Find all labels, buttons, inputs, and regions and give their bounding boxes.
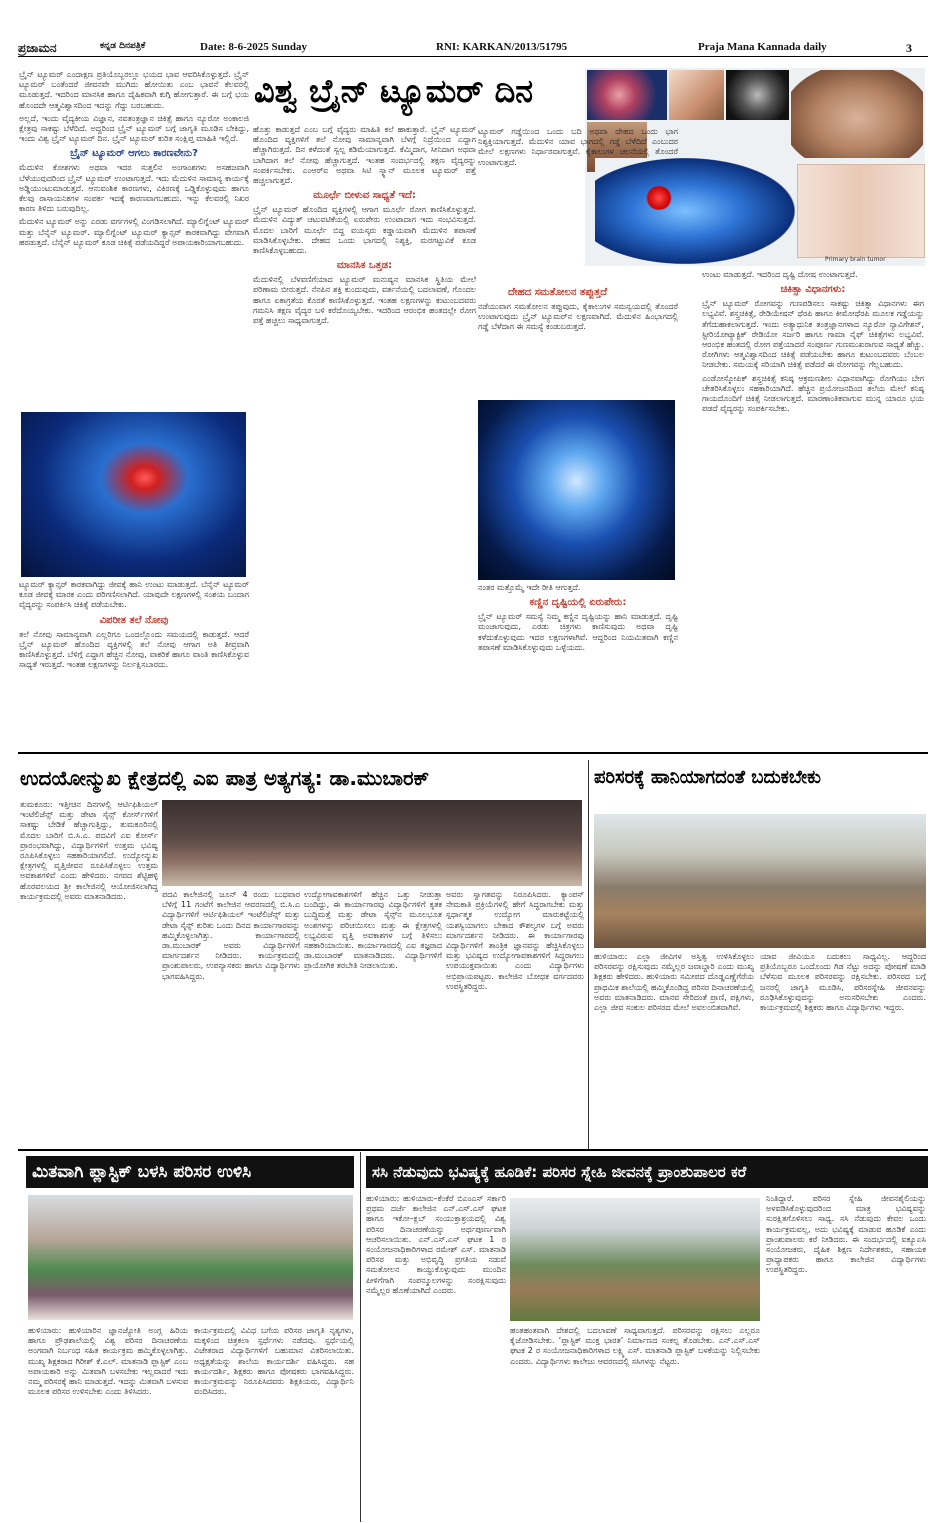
paragraph: ಮೆದುಳಿನ ಕೋಶಗಳು ಅಥವಾ ಇದರ ಸುತ್ತಲಿನ ಅಂಗಾಂಶಗಳು ಅಸಹಜವಾಗಿ ಬೆಳೆಯುವುದರಿಂದ ಬ್ರೈನ್ ಟ್ಯೂಮರ್ ಉಂಟಾಗುತ್ತದೆ. ಇದು ಮೆದುಳಿನ ಸಾಮಾನ್ಯ ಕಾರ್ಯಕ್ಕೆ ಅಡ್ಡಿಯುಂಟುಮಾಡುತ್ತದೆ. ಆನುವಂಶಿಕ ಕಾರಣಗಳು, ವಿಕಿರಣಕ್ಕೆ ಒಡ್ಡಿಕೊಳ್ಳುವುದು ಹಾಗೂ ಕೆಲವು ರಾಸಾಯನಿಕಗಳ ಸಂಪರ್ಕ ಇದಕ್ಕೆ ಕಾರಣವಾಗಬಹುದು. ಇನ್ನು ಕೆಲವರಲ್ಲಿ ನಿಖರ ಕಾರಣ ತಿಳಿದು ಬರುವುದಿಲ್ಲ.	[19, 163, 249, 214]
paragraph: ಹೊತ್ತು ಕಾಡುತ್ತದೆ ಎಂಬ ಬಗ್ಗೆ ವೈದ್ಯರು ಮಾಹಿತಿ ಕಲೆ ಹಾಕುತ್ತಾರೆ. ಬ್ರೈನ್ ಟ್ಯೂಮರ್ ಹೊಂದಿದ ವ್ಯಕ್ತಿಗಳಿಗೆ ತಲೆ ನೋವು ಸಾಮಾನ್ಯವಾಗಿ ಬೆಳಗ್ಗೆ ನಿದ್ರೆಯಿಂದ ಎದ್ದಾಗ ಹೆಚ್ಚಾಗಿರುತ್ತದೆ. ದಿನ ಕಳೆದಂತೆ ಸ್ವಲ್ಪ ಕಡಿಮೆಯಾಗುತ್ತದೆ. ಕೆಮ್ಮಿದಾಗ, ಸೀನಿದಾಗ ಅಥವಾ ಬಾಗಿದಾಗ ತಲೆ ನೋವು ಹೆಚ್ಚಾಗುತ್ತದೆ. ಇಂತಹ ಸಂದರ್ಭದಲ್ಲಿ ತಕ್ಷಣ ವೈದ್ಯರನ್ನು ಸಂಪರ್ಕಿಸಬೇಕು. ಎಂಆರ್‌ಐ ಅಥವಾ ಸಿಟಿ ಸ್ಕ್ಯಾನ್ ಮೂಲಕ ಟ್ಯೂಮರ್ ಪತ್ತೆ ಹಚ್ಚಲಾಗುತ್ತದೆ.	[253, 125, 476, 186]
subheading-balance: ದೇಹದ ಸಮತೋಲನ ತಪ್ಪುತ್ತದೆ	[508, 287, 608, 298]
subheading-seizure: ಮೂರ್ಛೆ ಬೀಳುವ ಸಾಧ್ಯತೆ ಇದೆ:	[313, 190, 416, 202]
masthead-tagline: ಕನ್ನಡ ದಿನಪತ್ರಿಕೆ	[100, 41, 146, 51]
sapling-article-column-1	[366, 1194, 506, 1516]
section-divider	[18, 1149, 928, 1151]
ai-article-column-2	[162, 890, 300, 1145]
environment-article-column-2	[760, 952, 926, 1145]
paragraph: ಪದವಿ ಕಾಲೇಜಿನಲ್ಲಿ ಜೂನ್ 4 ರಂದು ಬುಧವಾರ ಬೆಳಿಗ್ಗೆ 11 ಗಂಟೆಗೆ ಕಾಲೇಜಿನ ಆವರಣದಲ್ಲಿ ಬಿ.ಸಿ.ಎ ವಿದ್ಯಾರ್ಥಿಗಳಿಗೆ ಆರ್ಟಿಫಿಶಿಯಲ್ ಇಂಟೆಲಿಜೆನ್ಸ್ ಮತ್ತು ಡೇಟಾ ಸೈನ್ಸ್ ಕುರಿತು ಒಂದು ದಿನದ ಕಾರ್ಯಾಗಾರವನ್ನು ಹಮ್ಮಿಕೊಳ್ಳಲಾಗಿತ್ತು. ಕಾರ್ಯಾಗಾರದಲ್ಲಿ ಡಾ.ಮುಬಾರಕ್ ಅವರು ವಿದ್ಯಾರ್ಥಿಗಳಿಗೆ ಮಾರ್ಗದರ್ಶನ ನೀಡಿದರು. ಕಾರ್ಯಕ್ರಮದಲ್ಲಿ ಪ್ರಾಂಶುಪಾಲರು, ಉಪನ್ಯಾಸಕರು ಹಾಗೂ ವಿದ್ಯಾರ್ಥಿಗಳು ಭಾಗವಹಿಸಿದ್ದರು.	[162, 890, 300, 981]
image-woman-headache-thumb	[669, 70, 724, 120]
subheading-cause: ಬ್ರೈನ್ ಟ್ಯೂಮರ್ ಆಗಲು ಕಾರಣವೇನು?	[70, 148, 198, 160]
column-divider	[360, 1152, 361, 1522]
masthead-rni: RNI: KARKAN/2013/51795	[436, 41, 568, 53]
paragraph: ಬ್ರೈನ್ ಟ್ಯೂಮರ್ ರೋಗವನ್ನು ಗುಣಪಡಿಸಲು ಸಾಕಷ್ಟು ಚಿಕಿತ್ಸಾ ವಿಧಾನಗಳು ಈಗ ಲಭ್ಯವಿವೆ. ಶಸ್ತ್ರಚಿಕಿತ್ಸೆ, ರೇಡಿಯೇಷನ್ ಥೆರಪಿ ಹಾಗೂ ಕೀಮೋಥೆರಪಿ ಮೂಲಕ ಗಡ್ಡೆಯನ್ನು ತೆಗೆದುಹಾಕಲಾಗುತ್ತದೆ. ಇಂದು ಅತ್ಯಾಧುನಿಕ ತಂತ್ರಜ್ಞಾನಗಳಾದ ನ್ಯೂರೋ ನ್ಯಾವಿಗೇಶನ್, ಸ್ಟೀರಿಯೋಟ್ಯಾಕ್ಟಿಕ್ ರೇಡಿಯೋ ಸರ್ಜರಿ ಹಾಗೂ ಗಾಮಾ ನೈಫ್ ಚಿಕಿತ್ಸೆಗಳು ಲಭ್ಯವಿವೆ. ಆರಂಭಿಕ ಹಂತದಲ್ಲಿ ರೋಗ ಪತ್ತೆಯಾದರೆ ಸಂಪೂರ್ಣ ಗುಣಮುಖರಾಗುವ ಸಾಧ್ಯತೆ ಹೆಚ್ಚು. ರೋಗಿಗಳು ಆತ್ಮವಿಶ್ವಾಸದಿಂದ ಚಿಕಿತ್ಸೆ ಪಡೆಯಬೇಕು ಹಾಗೂ ಕುಟುಂಬದವರು ಬೆಂಬಲ ನೀಡಬೇಕು. ಸಮಯಕ್ಕೆ ಸರಿಯಾಗಿ ಚಿಕಿತ್ಸೆ ಪಡೆದರೆ ಈ ರೋಗವನ್ನು ಗೆಲ್ಲಬಹುದು.	[702, 299, 924, 370]
paragraph: ಬ್ರೈನ್ ಟ್ಯೂಮರ್ ಸಮಸ್ಯೆ ನಿಮ್ಮ ಕಣ್ಣಿನ ದೃಷ್ಟಿಯನ್ನು ಹಾನಿ ಮಾಡುತ್ತದೆ. ದೃಷ್ಟಿ ಮಂಜಾಗುವುದು, ಎರಡು ಚಿತ್ರಗಳು ಕಾಣಿಸುವುದು ಅಥವಾ ದೃಷ್ಟಿ ಕಳೆದುಕೊಳ್ಳುವುದು ಇದರ ಲಕ್ಷಣಗಳಾಗಿವೆ. ಆದ್ದರಿಂದ ನಿಯಮಿತವಾಗಿ ಕಣ್ಣಿನ ತಪಾಸಣೆ ಮಾಡಿಸಿಕೊಳ್ಳುವುದು ಒಳ್ಳೆಯದು.	[478, 612, 678, 652]
paragraph: ಟ್ಯೂಮರ್ ಗಡ್ಡೆಯಿಂದ ಒಂದು ಬದಿ ಅಥವಾ ದೇಹದ ಒಂದು ಭಾಗ ನಿಶ್ಯಕ್ತಿಯಾಗುತ್ತದೆ. ಮೆದುಳಿನ ಯಾವ ಭಾಗದಲ್ಲಿ ಗಡ್ಡೆ ಬೆಳೆದಿದೆ ಎಂಬುದರ ಮೇಲೆ ಲಕ್ಷಣಗಳು ನಿರ್ಧಾರವಾಗುತ್ತವೆ. ಕೈಕಾಲುಗಳ ಚಲನೆಯಲ್ಲಿ ತೊಂದರೆ ಉಂಟಾಗುತ್ತದೆ.	[478, 127, 678, 167]
brain-article-column-2	[253, 125, 476, 748]
column-divider	[588, 760, 589, 1150]
paragraph: ಹುಳಿಯಾರು: ಹುಳಿಯಾರು–ಕೆಂಕೆರೆ ಬಿಎಂಎಸ್ ಸರ್ಕಾರಿ ಪ್ರಥಮ ದರ್ಜೆ ಕಾಲೇಜಿನ ಎನ್.ಎಸ್.ಎಸ್ ಘಟಕ ಹಾಗೂ ಇಕೋ–ಕ್ಲಬ್ ಸಂಯುಕ್ತಾಶ್ರಯದಲ್ಲಿ ವಿಶ್ವ ಪರಿಸರ ದಿನಾಚರಣೆಯನ್ನು ಅರ್ಥಪೂರ್ಣವಾಗಿ ಆಚರಿಸಲಾಯಿತು. ಎನ್.ಎಸ್.ಎಸ್ ಘಟಕ 1 ರ ಸಂಯೋಜನಾಧಿಕಾರಿಗಳಾದ ರಮೇಶ್ ಎಸ್. ಮಾತನಾಡಿ ಪರಿಸರ ಮತ್ತು ಅಭಿವೃದ್ಧಿ ಪ್ರಗತಿಯ ನಡುವೆ ಸಮತೋಲನ ಕಾಯ್ದುಕೊಳ್ಳುವುದು ಮುಂದಿನ ಪೀಳಿಗೆಗಾಗಿ ಸಂಪನ್ಮೂಲಗಳನ್ನು ಸಂರಕ್ಷಿಸುವುದು ನಮ್ಮೆಲ್ಲರ ಹೊಣೆಯಾಗಿದೆ ಎಂದರು.	[366, 1194, 506, 1295]
paragraph: ಟ್ಯೂಮರ್ ಕ್ಯಾನ್ಸರ್ ಕಾರಕವಾಗಿದ್ದು ಜೀವಕ್ಕೆ ಹಾನಿ ಉಂಟು ಮಾಡುತ್ತದೆ. ಬೆನೈನ್ ಟ್ಯೂಮರ್ ಕೂಡ ಜೀವಕ್ಕೆ ಮಾರಕ ಎಂದು ಪರಿಗಣಿಸಲಾಗಿದೆ. ಯಾವುದೇ ಲಕ್ಷಣಗಳಲ್ಲಿ ಸಂಶಯ ಬಂದಾಗ ವೈದ್ಯರನ್ನು ಸಂಪರ್ಕಿಸಿ ಚಿಕಿತ್ಸೆ ಪಡೆಯಬೇಕು.	[19, 580, 249, 610]
headline-limit-plastic: ಮಿತವಾಗಿ ಪ್ಲಾಸ್ಟಿಕ್ ಬಳಸಿ ಪರಿಸರ ಉಳಿಸಿ	[26, 1156, 354, 1188]
paragraph: ಯಾವ ಜೀವಿಯೂ ಬದುಕಲು ಸಾಧ್ಯವಿಲ್ಲ. ಆದ್ದರಿಂದ ಪ್ರತಿಯೊಬ್ಬರೂ ಒಂದೊಂದು ಗಿಡ ನೆಟ್ಟು ಅದನ್ನು ಪೋಷಣೆ ಮಾಡಿ ಬೆಳೆಸುವ ಮೂಲಕ ಪರಿಸರವನ್ನು ರಕ್ಷಿಸಬೇಕು. ಪರಿಸರದ ಬಗ್ಗೆ ಜನರಲ್ಲಿ ಜಾಗೃತಿ ಮೂಡಿಸಿ, ಪರಿಸರಸ್ನೇಹಿ ಜೀವನವನ್ನು ರೂಢಿಸಿಕೊಳ್ಳುವುದನ್ನು ಅನುಸರಿಸಬೇಕು ಎಂದರು. ಕಾರ್ಯಕ್ರಮದಲ್ಲಿ ಶಿಕ್ಷಕರು ಹಾಗೂ ವಿದ್ಯಾರ್ಥಿಗಳು ಇದ್ದರು.	[760, 952, 926, 1013]
paragraph: ನಡೆಯುವಾಗ ಸಮತೋಲನ ತಪ್ಪುವುದು, ಕೈಕಾಲುಗಳ ಸಮನ್ವಯದಲ್ಲಿ ತೊಂದರೆ ಉಂಟಾಗುವುದು ಬ್ರೈನ್ ಟ್ಯೂಮರ್‌ನ ಲಕ್ಷಣವಾಗಿದೆ. ಮೆದುಳಿನ ಹಿಂಭಾಗದಲ್ಲಿ ಗಡ್ಡೆ ಬೆಳೆದಾಗ ಈ ಸಮಸ್ಯೆ ಕಂಡುಬರುತ್ತದೆ.	[478, 302, 678, 332]
paragraph: ಬ್ರೈನ್ ಟ್ಯೂಮರ್ ಹೊಂದಿದ ವ್ಯಕ್ತಿಗಳಲ್ಲಿ ಆಗಾಗ ಮೂರ್ಛೆ ರೋಗ ಕಾಣಿಸಿಕೊಳ್ಳುತ್ತದೆ. ಮೆದುಳಿನ ವಿದ್ಯುತ್ ಚಟುವಟಿಕೆಯಲ್ಲಿ ಏರುಪೇರು ಉಂಟಾದಾಗ ಇದು ಸಂಭವಿಸುತ್ತದೆ. ಮೊದಲ ಬಾರಿಗೆ ಮೂರ್ಛೆ ಬಿದ್ದ ವಯಸ್ಕರು ಕಡ್ಡಾಯವಾಗಿ ಮೆದುಳಿನ ತಪಾಸಣೆ ಮಾಡಿಸಿಕೊಳ್ಳಬೇಕು. ದೇಹದ ಒಂದು ಭಾಗದಲ್ಲಿ ನಿಶ್ಯಕ್ತಿ, ಮರಗಟ್ಟುವಿಕೆ ಕೂಡ ಕಾಣಿಸಿಕೊಳ್ಳಬಹುದು.	[253, 205, 476, 256]
subheading-mental-stress: ಮಾನಸಿಕ ಒತ್ತಡ:	[336, 260, 393, 272]
masthead	[18, 40, 928, 57]
paragraph: ಮೆದುಳಿನ ಟ್ಯೂಮರ್ ಅನ್ನು ಎರಡು ವರ್ಗಗಳಲ್ಲಿ ವಿಂಗಡಿಸಲಾಗಿದೆ. ಮ್ಯಾಲಿಗ್ನೆಂಟ್ ಟ್ಯೂಮರ್ ಮತ್ತು ಬೆನೈನ್ ಟ್ಯೂಮರ್. ಮ್ಯಾಲಿಗ್ನೆಂಟ್ ಟ್ಯೂಮರ್ ಕ್ಯಾನ್ಸರ್ ಕಾರಕವಾಗಿದ್ದು ವೇಗವಾಗಿ ಹರಡುತ್ತದೆ. ಬೆನೈನ್ ಟ್ಯೂಮರ್ ಕೂಡ ಚಿಕಿತ್ಸೆ ಪಡೆಯದಿದ್ದರೆ ಅಪಾಯಕಾರಿಯಾಗಬಹುದು.	[19, 217, 249, 247]
paragraph: ಉಂಟು ಮಾಡುತ್ತದೆ. ಇದರಿಂದ ದೃಷ್ಟಿ ದೋಷ ಉಂಟಾಗುತ್ತದೆ.	[702, 270, 858, 279]
ai-article-column-3	[304, 890, 442, 1145]
image-brain-specimen	[791, 70, 923, 158]
subheading-treatment: ಚಿಕಿತ್ಸಾ ವಿಧಾನಗಳು:	[780, 284, 846, 296]
masthead-date: Date: 8-6-2025 Sunday	[200, 41, 307, 53]
image-ai-workshop-group	[162, 800, 582, 886]
brain-article-column-4	[702, 270, 924, 748]
subheading-vision: ಕಣ್ಣಿನ ದೃಷ್ಟಿಯಲ್ಲಿ ಏರುಪೇರು:	[529, 597, 627, 609]
sapling-article-column-3	[766, 1194, 926, 1516]
paragraph: ಅಲ್ಲದೆ, ಇಂದು ವೈದ್ಯಕೀಯ ವಿಜ್ಞಾನ, ನವತಂತ್ರಜ್ಞಾನ ಚಿಕಿತ್ಸೆ ಹಾಗೂ ನ್ಯೂರೋ ಅಂಕಾಲಜಿ ಕ್ಷೇತ್ರವು ಸಾಕಷ್ಟು ಬೆಳೆದಿದೆ. ಅದ್ದರಿಂದ ಬ್ರೈನ್ ಟ್ಯೂಮರ್ ಬಗ್ಗೆ ಜಾಗೃತಿ ಮೂಡಿಸ ಬೇಕಿದ್ದು, ಇಂದು ವಿಶ್ವ ಬ್ರೈನ್ ಟ್ಯೂಮರ್ ದಿನ. ಬ್ರೈನ್ ಟ್ಯೂಮರ್ ಕುರಿತ ಸಂಕ್ಷಿಪ್ತ ಮಾಹಿತಿ ಇಲ್ಲಿದೆ.	[19, 113, 249, 144]
paragraph: ಮೆದುಳಿನಲ್ಲಿ ಬೆಳವಣಿಗೆಯಾದ ಟ್ಯೂಮರ್ ಮನುಷ್ಯನ ಮಾನಸಿಕ ಸ್ಥಿತಿಯ ಮೇಲೆ ಪರಿಣಾಮ ಬೀರುತ್ತದೆ. ನೆನಪಿನ ಶಕ್ತಿ ಕುಂದುವುದು, ವರ್ತನೆಯಲ್ಲಿ ಬದಲಾವಣೆ, ಗೊಂದಲ ಹಾಗೂ ಏಕಾಗ್ರತೆಯ ಕೊರತೆ ಕಾಣಿಸಿಕೊಳ್ಳುತ್ತದೆ. ಇಂತಹ ಲಕ್ಷಣಗಳನ್ನು ಕುಟುಂಬದವರು ಗಮನಿಸಿ ತಕ್ಷಣ ವೈದ್ಯರ ಬಳಿ ಕರೆದೊಯ್ಯಬೇಕು. ಇದರಿಂದ ಆರಂಭಿಕ ಹಂತದಲ್ಲೇ ರೋಗ ಪತ್ತೆ ಹಚ್ಚಲು ಸಾಧ್ಯವಾಗುತ್ತದೆ.	[253, 275, 476, 326]
paragraph: ಬ್ರೈನ್ ಟ್ಯೂಮರ್ ಎಂದಾಕ್ಷಣ ಪ್ರತಿಯೊಬ್ಬರಲ್ಲೂ ಭಯದ ಭಾವ ಆವರಿಸಿಕೊಳ್ಳುತ್ತದೆ. ಬ್ರೈನ್ ಟ್ಯೂಮರ್ ಬಂತೆಂದರೆ ಜೀವನವೇ ಮುಗಿದು ಹೋಯಿತು ಎಂಬ ಭಾವನೆ ಕೆಲವರಲ್ಲಿ ಮೂಡುತ್ತದೆ. ಇದರಿಂದ ಮಾನಸಿಕ ಹಾಗೂ ದೈಹಿಕವಾಗಿ ಕುಗ್ಗಿ ಹೋಗುತ್ತಾರೆ. ಈ ಬಗ್ಗೆ ಭಯ ಹೊಂದದೇ ಆತ್ಮವಿಶ್ವಾಸದಿಂದ ಇದನ್ನು ಗೆದ್ದು ಬರಬಹುದು.	[19, 70, 249, 110]
image-school-children-group	[594, 814, 926, 948]
paragraph: ತಲೆ ನೋವು ಸಾಮಾನ್ಯವಾಗಿ ಎಲ್ಲರಿಗೂ ಒಂದಲ್ಲೊಂದು ಸಮಯದಲ್ಲಿ ಕಾಡುತ್ತದೆ. ಆದರೆ ಬ್ರೈನ್ ಟ್ಯೂಮರ್ ಹೊಂದಿದ ವ್ಯಕ್ತಿಗಳಲ್ಲಿ ತಲೆ ನೋವು ಆಗಾಗ ಅತಿ ತೀವ್ರವಾಗಿ ಕಾಣಿಸಿಕೊಳ್ಳುತ್ತದೆ. ಬೆಳಿಗ್ಗೆ ಎದ್ದಾಗ ಹೆಚ್ಚಿನ ನೋವು, ವಾಕರಿಕೆ ಹಾಗೂ ವಾಂತಿ ಕಾಣಿಸಿಕೊಳ್ಳುವ ಸಾಧ್ಯತೆ ಇರುತ್ತದೆ. ಇಂತಹ ಲಕ್ಷಣಗಳನ್ನು ನಿರ್ಲಕ್ಷಿಸಬಾರದು.	[19, 629, 249, 670]
ai-article-column-4	[446, 890, 584, 1145]
image-head-scan-thumb	[587, 70, 667, 120]
paragraph: ಹುಳಿಯಾರು: ಎಲ್ಲಾ ಜೀವಿಗಳ ಅಸ್ತಿತ್ವ ಉಳಿಸಿಕೊಳ್ಳಲು ಪರಿಸರವನ್ನು ರಕ್ಷಿಸುವುದು ನಮ್ಮೆಲ್ಲರ ಜವಾಬ್ದಾರಿ ಎಂದು ಮುಖ್ಯ ಶಿಕ್ಷಕರು ಹೇಳಿದರು. ಹುಳಿಯಾರು ಸಮೀಪದ ದೊಡ್ಡಎಣ್ಣೆಗೆರೆಯ ಪ್ರಾಥಮಿಕ ಶಾಲೆಯಲ್ಲಿ ಹಮ್ಮಿಕೊಂಡಿದ್ದ ಪರಿಸರ ದಿನಾಚರಣೆಯಲ್ಲಿ ಅವರು ಮಾತನಾಡಿದರು. ಮಾನವ ಸೇರಿದಂತೆ ಪ್ರಾಣಿ, ಪಕ್ಷಿಗಳು, ಎಲ್ಲಾ ಜೀವ ಸಂಕುಲ ಪರಿಸರದ ಮೇಲೆ ಅವಲಂಬಿತವಾಗಿವೆ.	[594, 952, 754, 1013]
section-divider	[18, 752, 928, 754]
headline-environment-harm: ಪರಿಸರಕ್ಕೆ ಹಾನಿಯಾಗದಂತೆ ಬದುಕಬೇಕು	[594, 767, 821, 788]
paragraph: ನಿಂತಿದ್ದಾರೆ. ಪರಿಸರ ಸ್ನೇಹಿ ಜೀವನಶೈಲಿಯನ್ನು ಅಳವಡಿಸಿಕೊಳ್ಳುವುದರಿಂದ ಮಾತ್ರ ಭವಿಷ್ಯವನ್ನು ಸುರಕ್ಷಿತಗೊಳಿಸಲು ಸಾಧ್ಯ. ಸಸಿ ನೆಡುವುದು ಕೇವಲ ಒಂದು ಕಾರ್ಯಕ್ರಮವಲ್ಲ, ಅದು ಭವಿಷ್ಯಕ್ಕೆ ಮಾಡುವ ಹೂಡಿಕೆ ಎಂದು ಪ್ರಾಂಶುಪಾಲರು ಕರೆ ನೀಡಿದರು. ಈ ಸಂದರ್ಭದಲ್ಲಿ ಐಕ್ಯೂಎಸಿ ಸಂಯೋಜಕರು, ದೈಹಿಕ ಶಿಕ್ಷಣ ನಿರ್ದೇಶಕರು, ಸಹಾಯಕ ಪ್ರಾಧ್ಯಾಪಕರು ಹಾಗೂ ಕಾಲೇಜಿನ ವಿದ್ಯಾರ್ಥಿಗಳು ಉಪಸ್ಥಿತರಿದ್ದರು.	[766, 1194, 926, 1275]
paragraph: ಅವರು ಸ್ವಾಗತವನ್ನು ನಿರೂಪಿಸಿದರು. ಕ್ಯಾಂಪಸ್ ನೇಮಕಾತಿ ಪ್ರಕ್ರಿಯೆಗಳಲ್ಲಿ ಹೇಗೆ ಸಿದ್ಧರಾಗಬೇಕು ಮತ್ತು ಸ್ಪರ್ಧಾತ್ಮಕ ಉದ್ಯೋಗ ಮಾರುಕಟ್ಟೆಯಲ್ಲಿ ಯಶಸ್ವಿಯಾಗಲು ಬೇಕಾದ ಕೌಶಲ್ಯಗಳ ಬಗ್ಗೆ ಅವರು ಮಾರ್ಗದರ್ಶನ ನೀಡಿದರು. ಈ ಕಾರ್ಯಾಗಾರವು ವಿದ್ಯಾರ್ಥಿಗಳಿಗೆ ತಾಂತ್ರಿಕ ಜ್ಞಾನವನ್ನು ಹೆಚ್ಚಿಸಿಕೊಳ್ಳಲು ಮತ್ತು ಭವಿಷ್ಯದ ಉದ್ಯೋಗಾವಕಾಶಗಳಿಗೆ ಸಿದ್ಧರಾಗಲು ಉಪಯುಕ್ತವಾಯಿತು ಎಂದು ವಿದ್ಯಾರ್ಥಿಗಳು ಅಭಿಪ್ರಾಯಪಟ್ಟರು. ಕಾಲೇಜಿನ ಬೋಧಕ ವರ್ಗದವರು ಉಪಸ್ಥಿತರಿದ್ದರು.	[446, 890, 584, 991]
image-brain-cross-section	[797, 164, 925, 258]
environment-article-column-1	[594, 952, 754, 1145]
brain-article-column-3b	[478, 583, 678, 748]
paragraph: ಉದ್ಯೋಗಾವಕಾಶಗಳಿಗೆ ಹೆಚ್ಚಿನ ಒತ್ತು ನೀಡುತ್ತಾ ಬಂದಿದ್ದು, ಈ ಕಾರ್ಯಾಗಾರವು ವಿದ್ಯಾರ್ಥಿಗಳಿಗೆ ಕೃತಕ ಬುದ್ಧಿಮತ್ತೆ ಮತ್ತು ಡೇಟಾ ಸೈನ್ಸ್‌ನ ಮೂಲಭೂತ ಅಂಶಗಳನ್ನು ಪರಿಚಯಿಸಲು ಮತ್ತು ಈ ಕ್ಷೇತ್ರಗಳಲ್ಲಿ ಲಭ್ಯವಿರುವ ವೃತ್ತಿ ಅವಕಾಶಗಳ ಬಗ್ಗೆ ತಿಳಿಸಲು ಸಹಕಾರಿಯಾಯಿತು. ಕಾರ್ಯಾಗಾರದಲ್ಲಿ ಎಐ ತಜ್ಞರಾದ ಡಾ.ಮುಬಾರಕ್ ಮಾತನಾಡಿದರು. ವಿದ್ಯಾರ್ಥಿಗಳಿಗೆ ಪ್ರಾಯೋಗಿಕ ತರಬೇತಿ ನೀಡಲಾಯಿತು.	[304, 890, 442, 971]
image-plastic-event-group	[28, 1195, 353, 1320]
sapling-article-column-2	[510, 1326, 760, 1516]
paragraph: ನಂತರ ಮತ್ತೊಮ್ಮೆ ಇದೇ ರೀತಿ ಆಗುತ್ತದೆ.	[478, 583, 581, 592]
paragraph: ಕಾರ್ಯಕ್ರಮದಲ್ಲಿ ವಿವಿಧ ಬಗೆಯ ಪರಿಸರ ಜಾಗೃತಿ ನೃತ್ಯಗಳು, ಮಕ್ಕಳಿಂದ ಚಿತ್ರಕಲಾ ಸ್ಪರ್ಧೆಗಳು ನಡೆದವು. ಸ್ಪರ್ಧೆಯಲ್ಲಿ ವಿಜೇತರಾದ ವಿದ್ಯಾರ್ಥಿಗಳಿಗೆ ಬಹುಮಾನ ವಿತರಿಸಲಾಯಿತು. ಅಧ್ಯಕ್ಷತೆಯನ್ನು ಶಾಲೆಯ ಕಾರ್ಯದರ್ಶಿ ವಹಿಸಿದ್ದರು. ಸಹ ಕಾರ್ಯದರ್ಶಿ, ಶಿಕ್ಷಕರು ಹಾಗೂ ಪೋಷಕರು ಭಾಗವಹಿಸಿದ್ದರು. ಕಾರ್ಯಕ್ರಮವನ್ನು ನಿರೂಪಿಸಿದವರು ಶಿಕ್ಷಕಿಯರು, ವಿದ್ಯಾರ್ಥಿನಿ ವಂದಿಸಿದರು.	[194, 1326, 354, 1397]
masthead-logo: ಪ್ರಜಾಮನ	[18, 41, 57, 55]
masthead-paper-name: Praja Mana Kannada daily	[698, 41, 827, 53]
subheading-severe-headache: ವಿಪರೀತ ತಲೆ ನೋವು	[99, 614, 169, 626]
paragraph: ಹುಳಿಯಾರು: ಹುಳಿಯಾರಿನ ಜ್ಞಾನಜ್ಯೋತಿ ಅಂಗ್ಲ ಹಿರಿಯ ಹಾಗೂ ಪ್ರೌಢಶಾಲೆಯಲ್ಲಿ ವಿಶ್ವ ಪರಿಸರ ದಿನಾಚರಣೆಯ ಅಂಗವಾಗಿ ನಿರ್ಬಂಧ ಸಹಿತ ಕಾರ್ಯಕ್ರಮ ಹಮ್ಮಿಕೊಳ್ಳಲಾಗಿತ್ತು. ಮುಖ್ಯ ಶಿಕ್ಷಕರಾದ ಗಿರೀಶ್ ಕೆ.ಎಲ್. ಮಾತನಾಡಿ ಪ್ಲಾಸ್ಟಿಕ್ ಎಂಬ ಅಪಾಯಕಾರಿ ಅನ್ನು ಮಿತವಾಗಿ ಬಳಸಬೇಕು ಇಲ್ಲವಾದರೆ ಇದು ನಮ್ಮ ಪರಿಸರಕ್ಕೆ ಹಾನಿ ಮಾಡುತ್ತದೆ. ಇದನ್ನು ಮಿತವಾಗಿ ಬಳಸುವ ಮೂಲಕ ಪರಿಸರ ಉಳಿಸಬೇಕು ಎಂದು ತಿಳಿಸಿದರು.	[28, 1326, 188, 1397]
plastic-article-column-1	[28, 1326, 188, 1516]
paragraph: ಎಂಡೋಸ್ಕೋಪಿಕ್ ಶಸ್ತ್ರಚಿಕಿತ್ಸೆ ಕನಿಷ್ಠ ಆಕ್ರಮಣಶೀಲ ವಿಧಾನವಾಗಿದ್ದು ರೋಗಿಯು ಬೇಗ ಚೇತರಿಸಿಕೊಳ್ಳಲು ಸಹಕಾರಿಯಾಗಿದೆ. ಹೆಚ್ಚಿನ ಪ್ರಯೋಜನದಿಂದ ತಲೆಯ ಮೇಲೆ ಕನಿಷ್ಠ ಗಾಯದೊಂದಿಗೆ ಚಿಕಿತ್ಸೆ ನೀಡಲಾಗುತ್ತದೆ. ಮಾರಣಾಂತಿಕವಾಗುವ ಮುನ್ನ ಯಾರೂ ಭಯ ಪಡದೆ ವೈದ್ಯರನ್ನು ಸಂಪರ್ಕಿಸಬೇಕು.	[702, 373, 924, 414]
headline-planting-saplings: ಸಸಿ ನೆಡುವುದು ಭವಿಷ್ಯಕ್ಕೆ ಹೂಡಿಕೆ: ಪರಿಸರ ಸ್ನೇಹಿ ಜೀವನಕ್ಕೆ ಪ್ರಾಂಶುಪಾಲರ ಕರೆ	[366, 1156, 928, 1188]
plastic-article-column-2	[194, 1326, 354, 1516]
headline-ai-role: ಉದಯೋನ್ಮುಖ ಕ್ಷೇತ್ರದಲ್ಲಿ ಎಐ ಪಾತ್ರ ಅತ್ಯಗತ್ಯ: ಡಾ.ಮುಬಾರಕ್	[20, 766, 430, 790]
image-man-headache	[21, 412, 246, 577]
page-number: 3	[906, 41, 912, 55]
image-mri-thumb	[726, 70, 789, 120]
brain-article-column-3a	[478, 127, 678, 277]
paragraph: ತುಮಕೂರು: ಇತ್ತೀಚಿನ ದಿನಗಳಲ್ಲಿ ಆರ್ಟಿಫಿಶಿಯಲ್ ಇಂಟೆಲಿಜೆನ್ಸ್ ಮತ್ತು ಡೇಟಾ ಸೈನ್ಸ್ ಕೋರ್ಸ್‌ಗಳಿಗೆ ಸಾಕಷ್ಟು ಬೇಡಿಕೆ ಹೆಚ್ಚಾಗುತ್ತಿದ್ದು, ತುಮಕೂರಿನಲ್ಲಿ ಮೊದಲ ಬಾರಿಗೆ ಬಿ.ಸಿ.ಎ. ಪದವಿಗೆ ಎಐ ಕೋರ್ಸ್ ಪ್ರಾರಂಭವಾಗಿದ್ದು, ವಿದ್ಯಾರ್ಥಿಗಳಿಗೆ ಉತ್ತಮ ಭವಿಷ್ಯ ರೂಪಿಸಿಕೊಳ್ಳಲು ಸಹಕಾರಿಯಾಗಲಿದೆ. ಉದ್ಯೋನ್ಮುಖ ಕ್ಷೇತ್ರಗಳಲ್ಲಿ ವೃತ್ತಿಜೀವನ ರೂಪಿಸಿಕೊಳ್ಳಲು ಉತ್ತಮ ಅವಕಾಶಗಳಿವೆ ಎಂದು ಹೇಳಿದರು. ನಗರದ ಶೆಟ್ಟಿಹಳ್ಳಿ ಹೊರವಲಯದ ಶ್ರೀ ಕಾಲೇಜಿನಲ್ಲಿ ಆಯೋಜಿಸಲಾಗಿದ್ದ ಕಾರ್ಯಕ್ರಮದಲ್ಲಿ ಅವರು ಮಾತನಾಡಿದರು.	[20, 800, 158, 901]
image-sapling-planting	[510, 1198, 760, 1321]
paragraph: ಹಂತಹಂತವಾಗಿ ದೇಶದಲ್ಲಿ ಬದಲಾವಣೆ ಸಾಧ್ಯವಾಗುತ್ತದೆ. ಪರಿಸರವನ್ನು ರಕ್ಷಿಸಲು ಎಲ್ಲರೂ ಕೈಜೋಡಿಸಬೇಕು. ‘ಪ್ಲಾಸ್ಟಿಕ್ ಮುಕ್ತ ಭಾರತ’ ನಿರ್ಮಾಣದ ಸಂಕಲ್ಪ ತೊಡಬೇಕು. ಎನ್.ಎಸ್.ಎಸ್ ಘಟಕ 2 ರ ಸಂಯೋಜನಾಧಿಕಾರಿಗಳಾದ ಲಕ್ಷ್ಮಿ ಎಸ್. ಮಾತನಾಡಿ ಪ್ಲಾಸ್ಟಿಕ್ ಬಳಕೆಯನ್ನು ನಿಲ್ಲಿಸಬೇಕು ಎಂದರು. ವಿದ್ಯಾರ್ಥಿಗಳು ಕಾಲೇಜು ಆವರಣದಲ್ಲಿ ಸಸಿಗಳನ್ನು ನೆಟ್ಟರು.	[510, 1326, 760, 1366]
brain-article-column-1b	[19, 580, 249, 748]
brain-article-column-1	[19, 70, 249, 410]
headline-brain-tumor-day: ವಿಶ್ವ ಬ್ರೈನ್ ಟ್ಯೂಮರ್ ದಿನ	[254, 72, 534, 110]
brain-caption: Primary brain tumor	[825, 256, 886, 263]
image-glowing-neural-brain	[478, 400, 675, 580]
ai-article-column-1	[20, 800, 158, 1145]
